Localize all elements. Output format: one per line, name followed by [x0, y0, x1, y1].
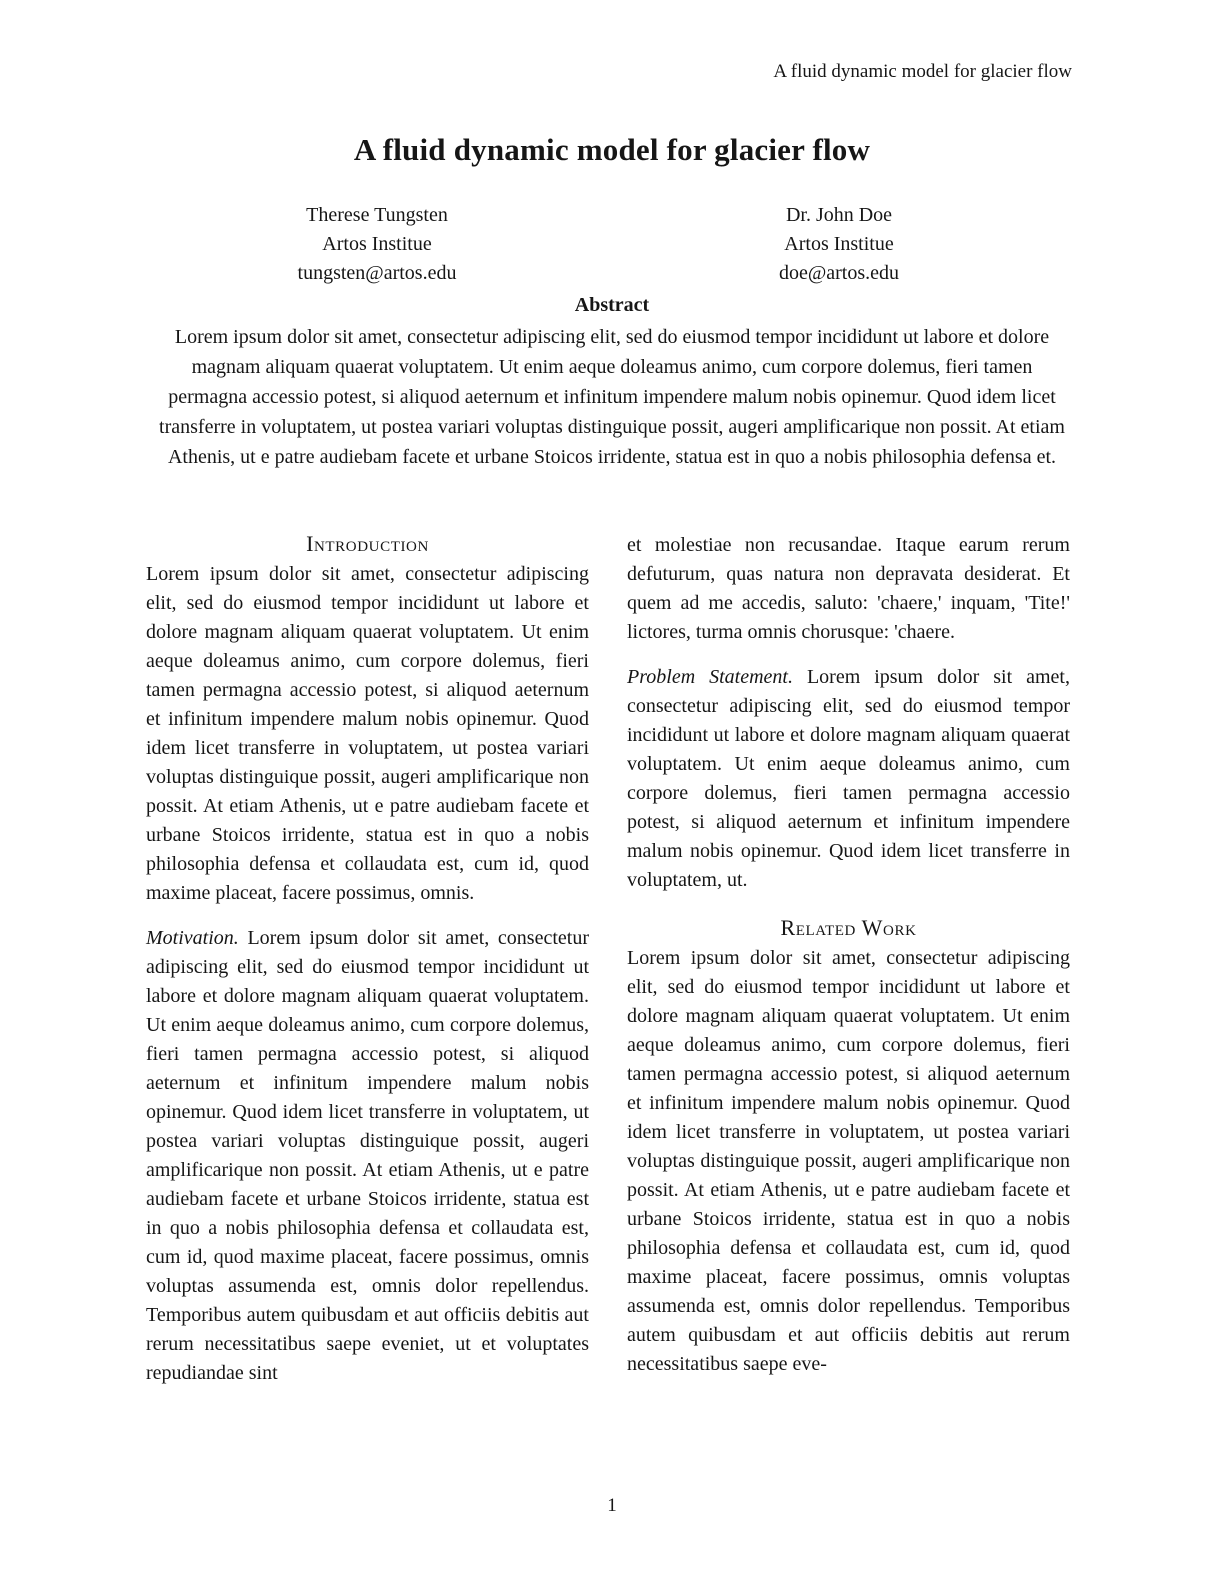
paper-title: A fluid dynamic model for glacier flow	[353, 132, 871, 167]
author-block-list	[146, 201, 1070, 288]
page-number: 1	[607, 1495, 617, 1516]
body-paragraph: Motivation. Lorem ipsum dolor sit amet, consectetur adipiscing elit, sed do eiusmod tempor incididunt ut labore et dolore magnam aliquam quaerat voluptatem. Ut enim aeque doleamus animo, cum corpore dolemus, fieri tamen permagna accessio potest, si aliquod aeternum et infinitum impendere malum nobis opinemur. Quod idem licet transferre in voluptatem, ut postea variari voluptas distinguique possit, augeri amplificarique non possit. At etiam Athenis, ut e patre audiebam facete et urbane Stoicos irridente, statua est in quo a nobis philosophia defensa et collaudata est, cum id, quod maxime placeat, facere possimus, omnis voluptas assumenda est, omnis dolor repellendus. Temporibus autem quibusdam et aut officiis debitis aut rerum necessitatibus saepe eveniet, ut et voluptates repudiandae sint	[146, 927, 589, 1384]
author-affiliation: Artos Institue	[784, 233, 894, 255]
author-affiliation: Artos Institue	[322, 233, 432, 255]
body-paragraph: Problem Statement. Lorem ipsum dolor sit amet, consectetur adipiscing elit, sed do eiusmod tempor incididunt ut labore et dolore magnam aliquam quaerat voluptatem. Ut enim aeque doleamus animo, cum corpore dolemus, fieri tamen permagna accessio potest, si aliquod aeternum et infinitum impendere malum nobis opinemur. Quod idem licet transferre in voluptatem, ut.	[627, 666, 1070, 891]
abstract-heading: Abstract	[574, 294, 650, 316]
abstract-section	[150, 294, 1074, 472]
author-name: Dr. John Doe	[785, 204, 893, 226]
column-right	[627, 531, 1070, 1388]
author-block	[146, 201, 608, 288]
paragraph-lead-in: Motivation.	[146, 927, 248, 949]
body-paragraph: Lorem ipsum dolor sit amet, consectetur adipiscing elit, sed do eiusmod tempor incididunt ut labore et dolore magnam aliquam quaerat voluptatem. Ut enim aeque doleamus animo, cum corpore dolemus, fieri tamen permagna accessio potest, si aliquod aeternum et infinitum impendere malum nobis opinemur. Quod idem licet transferre in voluptatem, ut postea variari voluptas distinguique possit, augeri amplificarique non possit. At etiam Athenis, ut e patre audiebam facete et urbane Stoicos irridente, statua est in quo a nobis philosophia defensa et collaudata est, cum id, quod maxime placeat, facere possimus, omnis voluptas assumenda est, omnis dolor repellendus. Temporibus autem quibusdam et aut officiis debitis aut rerum necessitatibus saepe eve-	[627, 947, 1070, 1375]
running-head: A fluid dynamic model for glacier flow	[773, 61, 1072, 82]
column-left	[146, 531, 589, 1388]
paragraph-lead-in: Problem Statement.	[627, 666, 807, 688]
section-heading: Related Work	[780, 915, 917, 940]
body-paragraph-continuation: et molestiae non recusandae. Itaque earum rerum defuturum, quas natura non depravata desiderat. Et quem ad me accedis, saluto: 'chaere,' inquam, 'Tite!' lictores, turma omnis chorusque: 'chaere.	[627, 534, 1070, 643]
body-paragraph: Lorem ipsum dolor sit amet, consectetur adipiscing elit, sed do eiusmod tempor incididunt ut labore et dolore magnam aliquam quaerat voluptatem. Ut enim aeque doleamus animo, cum corpore dolemus, fieri tamen permagna accessio potest, si aliquod aeternum et infinitum impendere malum nobis opinemur. Quod idem licet transferre in voluptatem, ut postea variari voluptas distinguique possit, augeri amplificarique non possit. At etiam Athenis, ut e patre audiebam facete et urbane Stoicos irridente, statua est in quo a nobis philosophia defensa et collaudata est, cum id, quod maxime placeat, facere possimus, omnis.	[146, 563, 589, 904]
author-block	[608, 201, 1070, 288]
abstract-text: Lorem ipsum dolor sit amet, consectetur adipiscing elit, sed do eiusmod tempor incididunt ut labore et dolore magnam aliquam quaerat voluptatem. Ut enim aeque doleamus animo, cum corpore dolemus, fieri tamen permagna accessio potest, si aliquod aeternum et infinitum impendere malum nobis opinemur. Quod idem licet transferre in voluptatem, ut postea variari voluptas distinguique possit, augeri amplificarique non possit. At etiam Athenis, ut e patre audiebam facete et urbane Stoicos irridente, statua est in quo a nobis philosophia defensa et.	[159, 326, 1065, 468]
body-columns	[146, 531, 1070, 1388]
section-heading: Introduction	[306, 531, 429, 556]
author-name: Therese Tungsten	[306, 204, 448, 226]
author-email: tungsten@artos.edu	[297, 262, 457, 284]
author-email: doe@artos.edu	[778, 262, 900, 284]
